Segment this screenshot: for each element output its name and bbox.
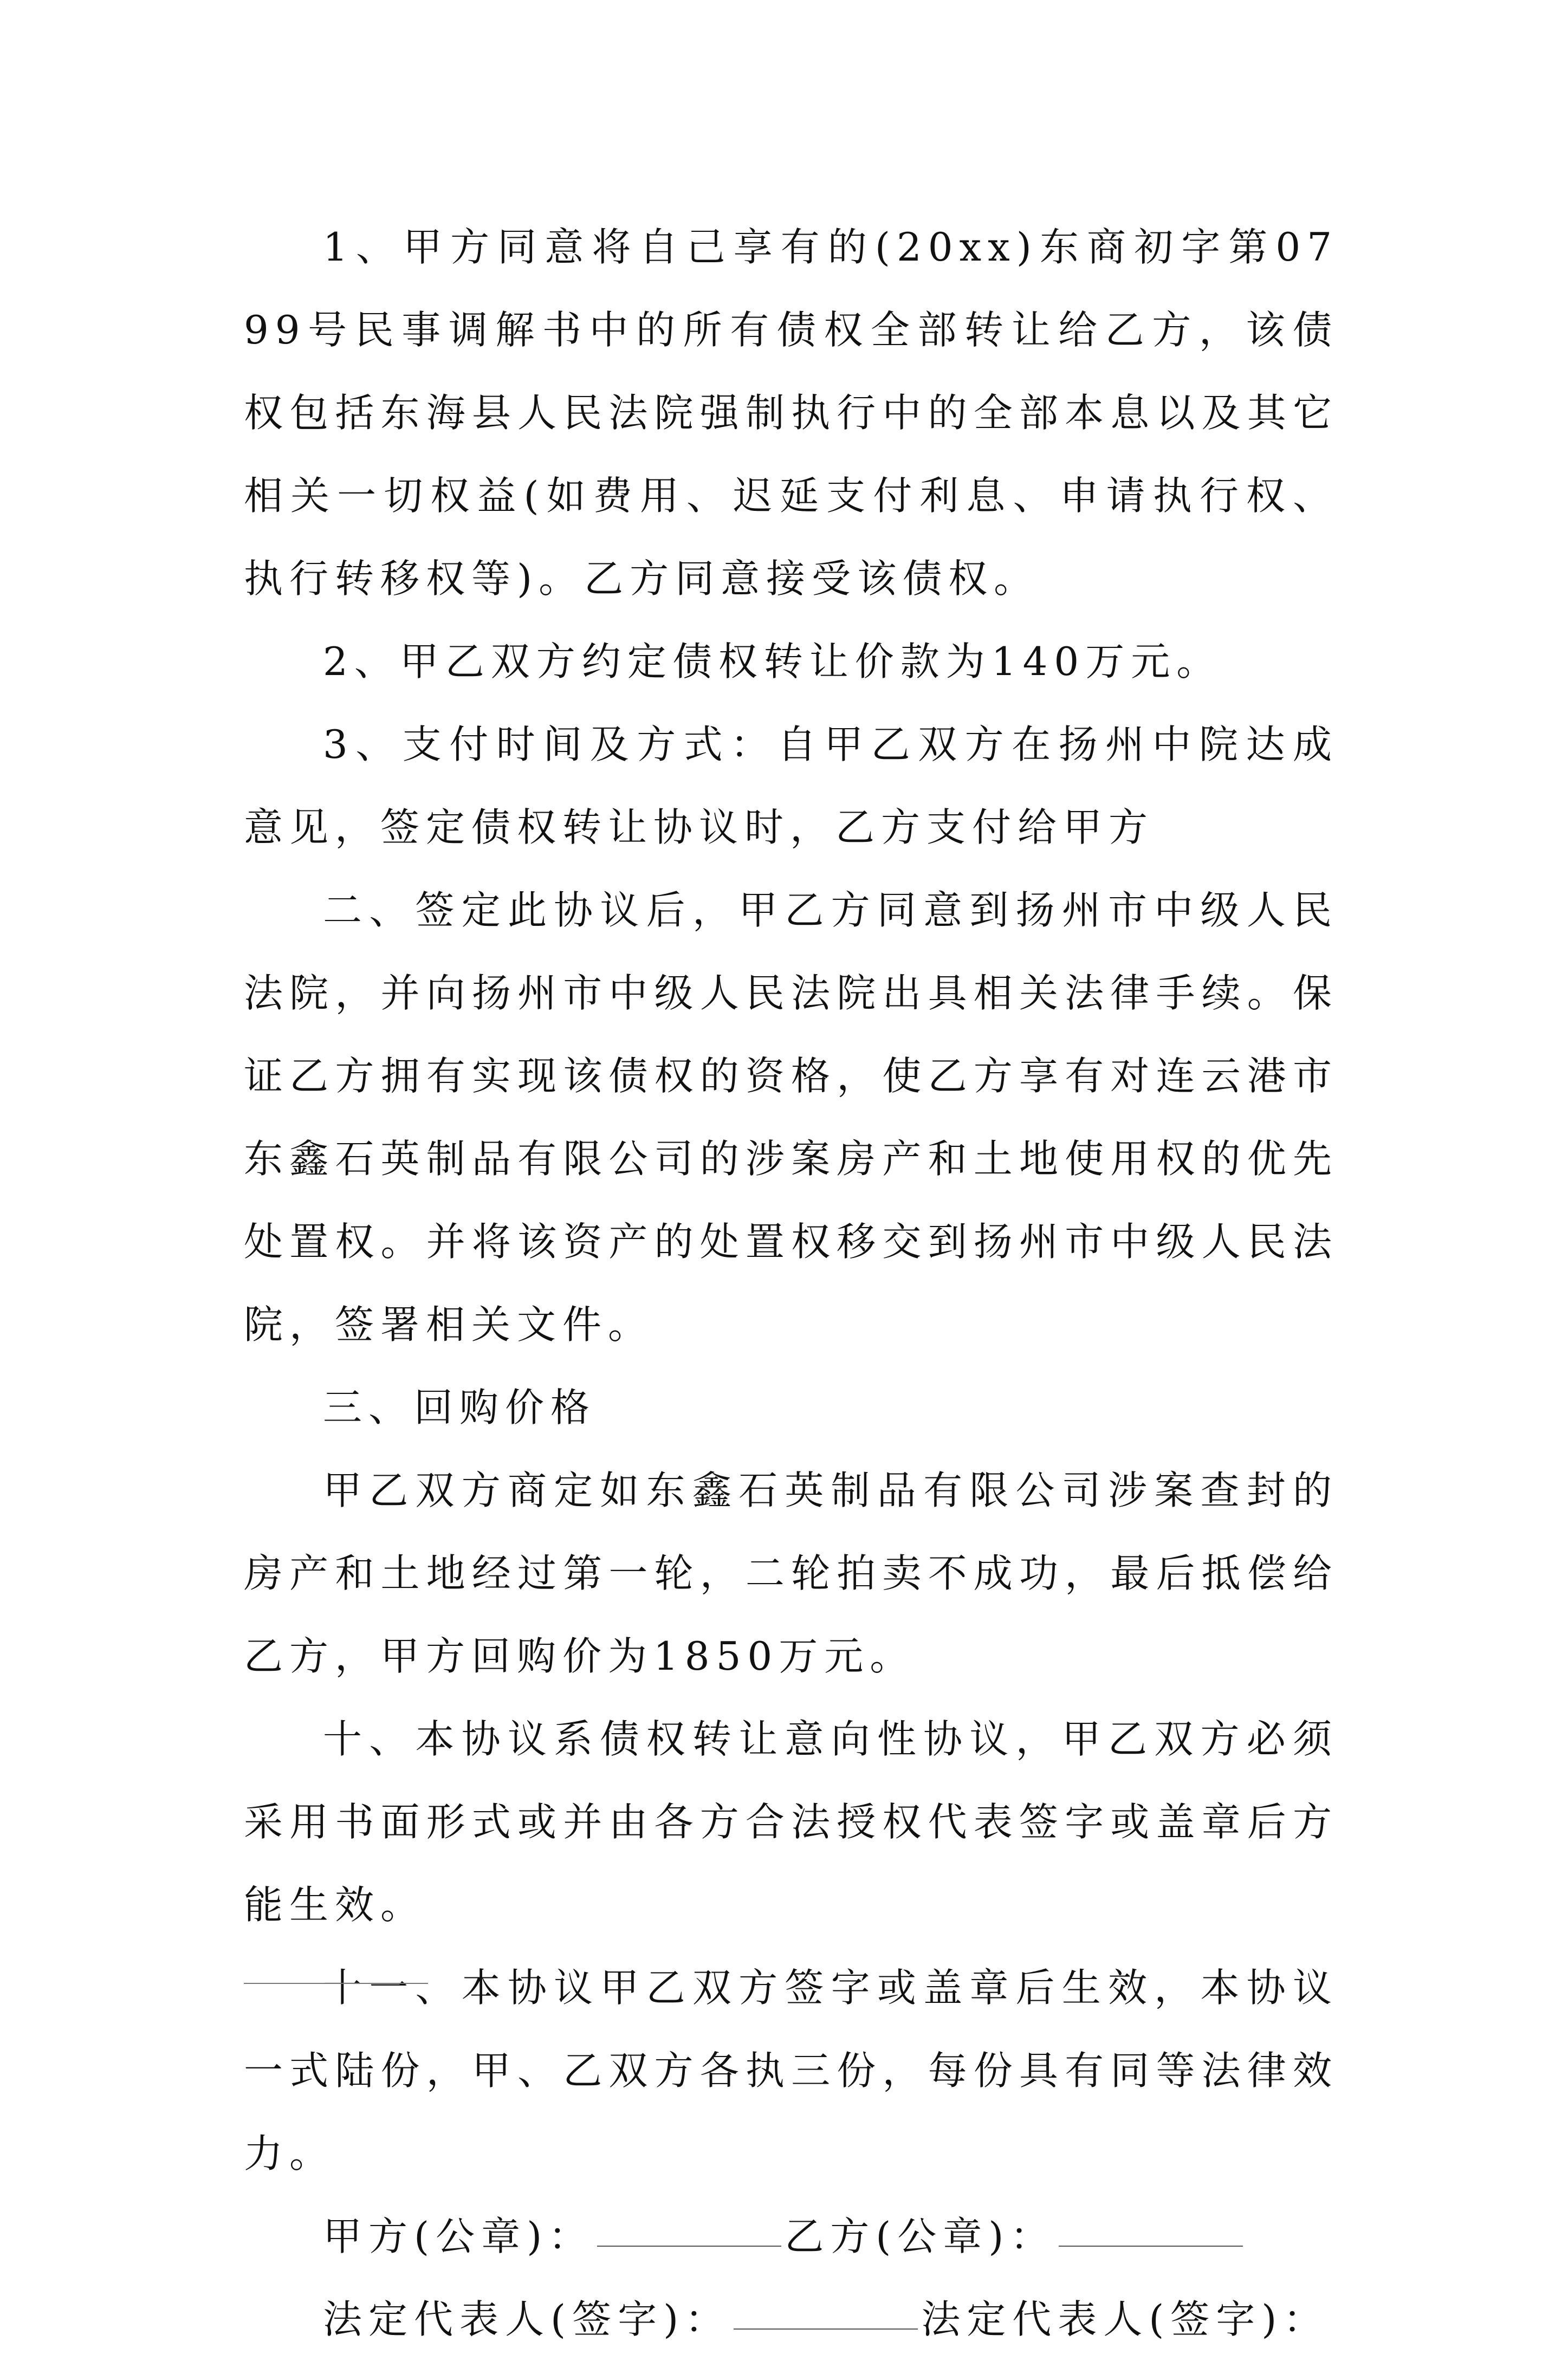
document-body [244, 206, 1338, 2361]
party-a-rep-blank [734, 2328, 918, 2330]
heading-buyback-price: 三、回购价格 [323, 1385, 597, 1430]
party-a-seal-blank [597, 2246, 781, 2247]
paragraph-section-eleven: 十一、本协议甲乙双方签字或盖章后生效，本协议一式陆份，甲、乙双方各执三份，每份具有同等法律效力。 [244, 1965, 1338, 2176]
seal-signature-row [244, 2195, 1338, 2278]
party-b-seal-blank [1059, 2246, 1243, 2247]
party-b-rep-label: 法定代表人(签字)： [921, 2297, 1329, 2342]
party-b-rep-blank [244, 1983, 428, 1984]
party-b-seal-label: 乙方(公章)： [785, 2214, 1056, 2259]
paragraph-buyback-terms: 甲乙双方商定如东鑫石英制品有限公司涉案查封的房产和土地经过第一轮，二轮拍卖不成功，最后抵偿给乙方，甲方回购价为1850万元。 [244, 1468, 1338, 1679]
party-a-rep-label: 法定代表人(签字)： [323, 2297, 731, 2342]
representative-signature-row [244, 2278, 1338, 2361]
party-a-seal-label: 甲方(公章)： [323, 2214, 594, 2259]
paragraph-payment-terms: 3、支付时间及方式：自甲乙双方在扬州中院达成意见，签定债权转让协议时，乙方支付给甲方 [244, 722, 1338, 850]
paragraph-section-two: 二、签定此协议后，甲乙方同意到扬州市中级人民法院，并向扬州市中级人民法院出具相关法律手续。保证乙方拥有实现该债权的资格，使乙方享有对连云港市东鑫石英制品有限公司的涉案房产和土地使用权的优先处置权。并将该资产的处置权移交到扬州市中级人民法院，签署相关文件。 [244, 887, 1338, 1347]
paragraph-debt-transfer: 1、甲方同意将自己享有的(20xx)东商初字第0799号民事调解书中的所有债权全部转让给乙方，该债权包括东海县人民法院强制执行中的全部本息以及其它相关一切权益(如费用、迟延支付利息、申请执行权、执行转移权等)。乙方同意接受该债权。 [244, 224, 1338, 601]
paragraph-section-ten: 十、本协议系债权转让意向性协议，甲乙双方必须采用书面形式或并由各方合法授权代表签字或盖章后方能生效。 [244, 1716, 1338, 1928]
paragraph-transfer-price: 2、甲乙双方约定债权转让价款为140万元。 [323, 639, 1222, 684]
